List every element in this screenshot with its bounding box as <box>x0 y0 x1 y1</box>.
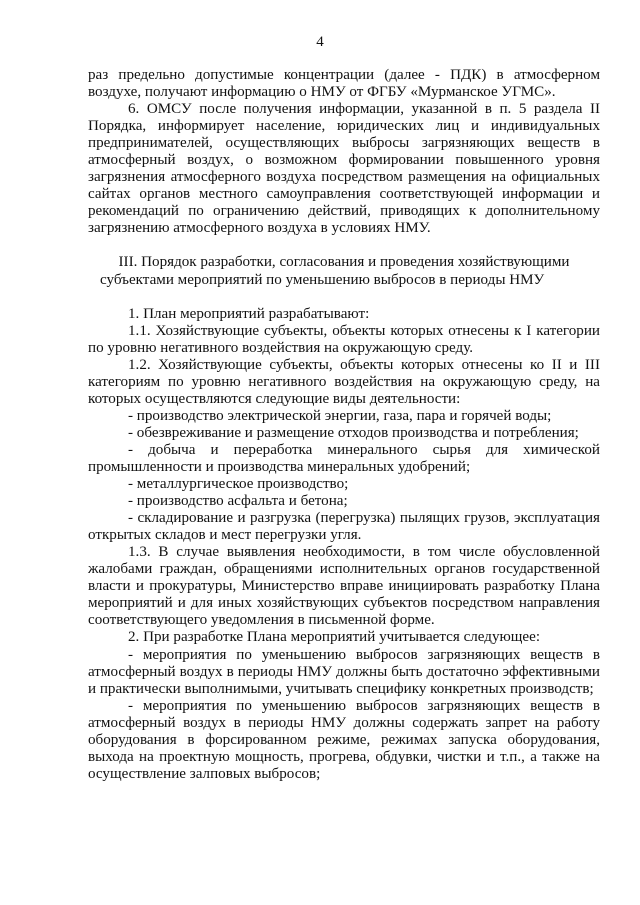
page-number: 4 <box>316 34 324 50</box>
paragraph-item-1-3: 1.3. В случае выявления необходимости, в том числе обусловленной жалобами граждан, обращениями исполнительных органов государственной власти и прокуратуры, Министерство вправе инициировать разработку Плана мероприятий и для иных хозяйствующих субъектов посредством направления соответствующего уведомления в письменной форме. <box>88 544 600 629</box>
paragraph-continuation: раз предельно допустимые концентрации (далее - ПДК) в атмосферном воздухе, получают информацию о НМУ от ФГБУ «Мурманское УГМС». <box>88 67 600 101</box>
list-item-metallurgy: - металлургическое производство; <box>128 476 349 493</box>
list-item-storage: - складирование и разгрузка (перегрузка) пылящих грузов, эксплуатация открытых складов и мест перегрузки угля. <box>88 510 600 544</box>
paragraph-item-2: 2. При разработке Плана мероприятий учитывается следующее: <box>128 629 541 646</box>
paragraph-item-1-1: 1.1. Хозяйствующие субъекты, объекты которых отнесены к I категории по уровню негативного воздействия на окружающую среду. <box>88 322 600 356</box>
list-item-mining: - добыча и переработка минерального сырья для химической промышленности и производства минеральных удобрений; <box>88 441 600 475</box>
paragraph-item-1: 1. План мероприятий разрабатывают: <box>128 305 370 322</box>
list-item-asphalt: - производство асфальта и бетона; <box>128 493 348 510</box>
document-body <box>88 67 600 783</box>
list-item-prohibition: - мероприятия по уменьшению выбросов загрязняющих веществ в атмосферный воздух в периоды НМУ должны содержать запрет на работу оборудования в форсированном режиме, режимах запуска оборудования, выхода на проектную мощность, прогрева, обдувки, чистки и т.п., а также на осуществление залповых выбросов; <box>88 697 600 782</box>
section-heading-iii: III. Порядок разработки, согласования и проведения хозяйствующими субъектами мероприятий по уменьшению выбросов в периоды НМУ <box>100 254 570 288</box>
paragraph-item-6: 6. ОМСУ после получения информации, указанной в п. 5 раздела II Порядка, информирует население, юридических лиц и индивидуальных предпринимателей, осуществляющих выбросы загрязняющих веществ в атмосферный воздух, о возможном формировании повышенного уровня загрязнения атмосферного воздуха посредством размещения на официальных сайтах органов местного самоуправления соответствующей информации и рекомендаций по ограничению действий, приводящих к дополнительному загрязнению атмосферного воздуха в условиях НМУ. <box>88 101 600 237</box>
paragraph-item-1-2: 1.2. Хозяйствующие субъекты, объекты которых отнесены ко II и III категориям по уровню негативного воздействия на окружающую среду, на которых осуществляются следующие виды деятельности: <box>88 356 600 407</box>
list-item-energy: - производство электрической энергии, газа, пара и горячей воды; <box>128 407 552 424</box>
list-item-efficiency: - мероприятия по уменьшению выбросов загрязняющих веществ в атмосферный воздух в периоды НМУ должны быть достаточно эффективными и практически выполнимыми, учитывать специфику конкретных производств; <box>88 646 600 697</box>
list-item-waste: - обезвреживание и размещение отходов производства и потребления; <box>128 424 579 441</box>
